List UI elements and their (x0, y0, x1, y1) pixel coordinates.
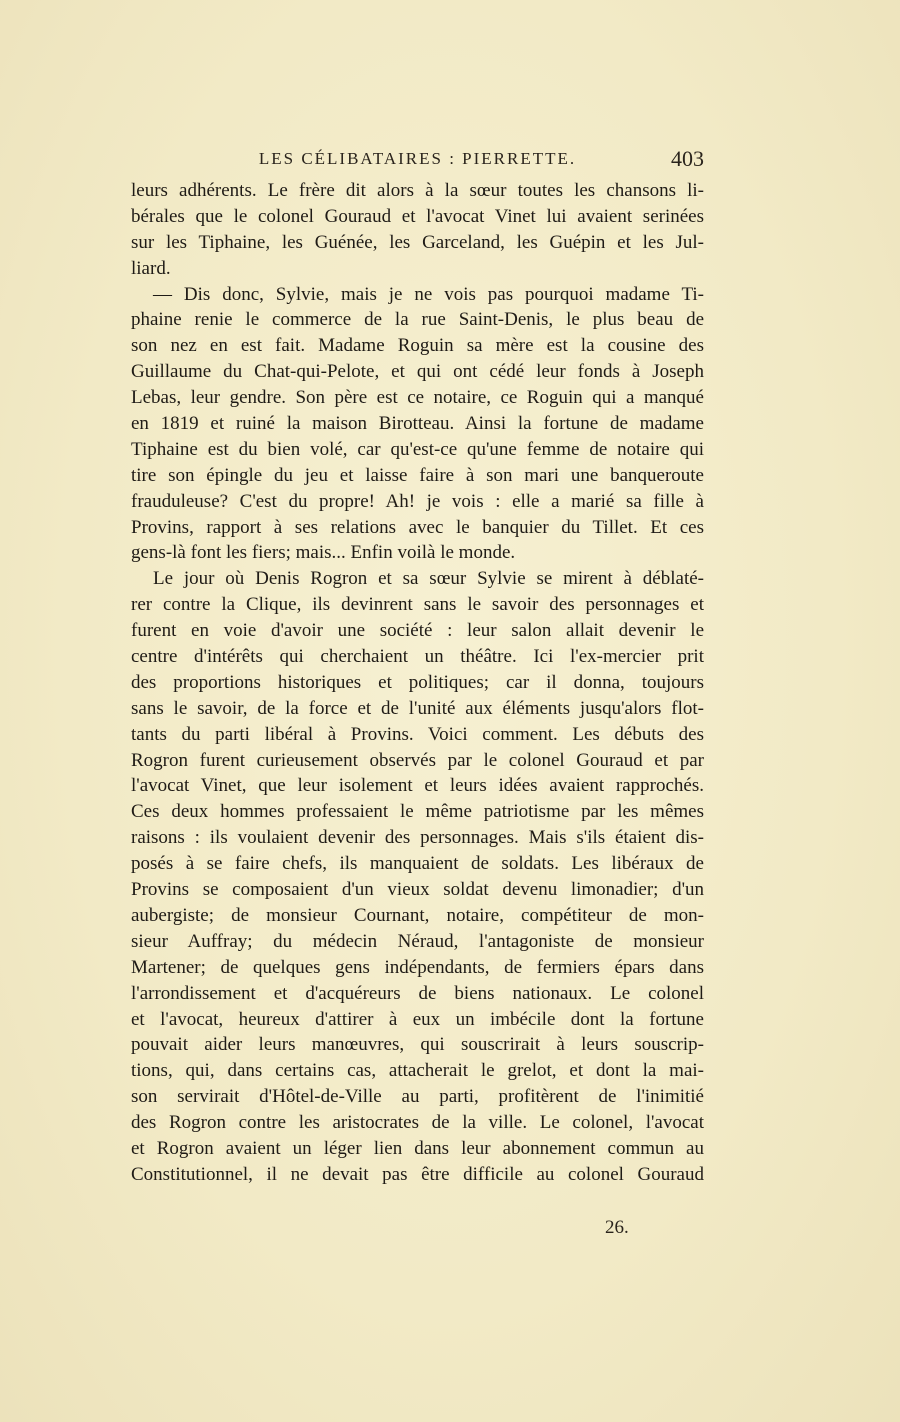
text-line: Lebas, leur gendre. Son père est ce notaire, ce Roguin qui a manqué (131, 387, 704, 409)
text-line: et Rogron avaient un léger lien dans leur abonnement commun au (131, 1137, 704, 1159)
text-line: rer contre la Clique, ils devinrent sans le savoir des personnages et (131, 594, 704, 616)
text-line: gens-là font les fiers; mais... Enfin voilà le monde. (131, 542, 516, 564)
text-line: tire son épingle du jeu et laisse faire à son mari une banqueroute (131, 464, 704, 486)
text-line: bérales que le colonel Gouraud et l'avocat Vinet lui avaient serinées (131, 205, 704, 227)
text-line: son nez en est fait. Madame Roguin sa mère est la cousine des (131, 335, 704, 357)
text-line: sieur Auffray; du médecin Néraud, l'antagoniste de monsieur (131, 930, 704, 952)
text-line: Provins, rapport à ses relations avec le banquier du Tillet. Et ces (131, 516, 704, 538)
text-line: frauduleuse? C'est du propre! Ah! je vois : elle a marié sa fille à (131, 490, 704, 512)
text-line: Rogron furent curieusement observés par le colonel Gouraud et par (131, 749, 704, 771)
text-line: des Rogron contre les aristocrates de la ville. Le colonel, l'avocat (131, 1112, 704, 1134)
text-line: — Dis donc, Sylvie, mais je ne vois pas pourquoi madame Ti- (153, 283, 704, 305)
text-line: son servirait d'Hôtel-de-Ville au parti, profitèrent de l'inimitié (131, 1086, 704, 1108)
text-line: sans le savoir, de la force et de l'unité aux éléments jusqu'alors flot- (131, 697, 704, 719)
text-line: en 1819 et ruiné la maison Birotteau. Ainsi la fortune de madame (131, 413, 704, 435)
signature-mark: 26. (605, 1217, 629, 1238)
text-line: Guillaume du Chat-qui-Pelote, et qui ont cédé leur fonds à Joseph (131, 361, 704, 383)
text-line: tants du parti libéral à Provins. Voici comment. Les débuts des (131, 723, 704, 745)
text-line: l'arrondissement et d'acquéreurs de biens nationaux. Le colonel (131, 982, 704, 1004)
text-line: Provins se composaient d'un vieux soldat devenu limonadier; d'un (131, 879, 704, 901)
text-line: raisons : ils voulaient devenir des personnages. Mais s'ils étaient dis- (131, 827, 704, 849)
text-line: Martener; de quelques gens indépendants, de fermiers épars dans (131, 956, 704, 978)
text-line: et l'avocat, heureux d'attirer à eux un imbécile dont la fortune (131, 1008, 704, 1030)
text-line: furent en voie d'avoir une société : leur salon allait devenir le (131, 620, 704, 642)
text-line: aubergiste; de monsieur Cournant, notaire, compétiteur de mon- (131, 904, 704, 926)
text-line: Le jour où Denis Rogron et sa sœur Sylvie se mirent à déblaté- (153, 568, 704, 590)
text-line: tions, qui, dans certains cas, attacherait le grelot, et dont la mai- (131, 1060, 704, 1082)
text-line: liard. (131, 257, 171, 279)
text-line: des proportions historiques et politiques; car il donna, toujours (131, 671, 704, 693)
text-line: centre d'intérêts qui cherchaient un théâtre. Ici l'ex-mercier prit (131, 646, 704, 668)
text-line: phaine renie le commerce de la rue Saint-Denis, le plus beau de (131, 309, 704, 331)
text-line: Constitutionnel, il ne devait pas être difficile au colonel Gouraud (131, 1163, 704, 1185)
text-line: Ces deux hommes professaient le même patriotisme par les mêmes (131, 801, 704, 823)
text-line: leurs adhérents. Le frère dit alors à la sœur toutes les chansons li- (131, 180, 704, 201)
body-text (131, 178, 704, 1188)
text-line: sur les Tiphaine, les Guénée, les Garceland, les Guépin et les Jul- (131, 231, 704, 253)
page-number: 403 (671, 146, 704, 171)
text-line: posés à se faire chefs, ils manquaient de soldats. Les libéraux de (131, 853, 704, 875)
text-line: l'avocat Vinet, que leur isolement et leurs idées avaient rapprochés. (131, 775, 704, 797)
text-line: pouvait aider leurs manœuvres, qui souscrirait à leurs souscrip- (131, 1034, 704, 1056)
running-head (131, 146, 704, 176)
text-line: Tiphaine est du bien volé, car qu'est-ce qu'une femme de notaire qui (131, 438, 704, 460)
running-title: LES CÉLIBATAIRES : PIERRETTE. (258, 149, 577, 168)
